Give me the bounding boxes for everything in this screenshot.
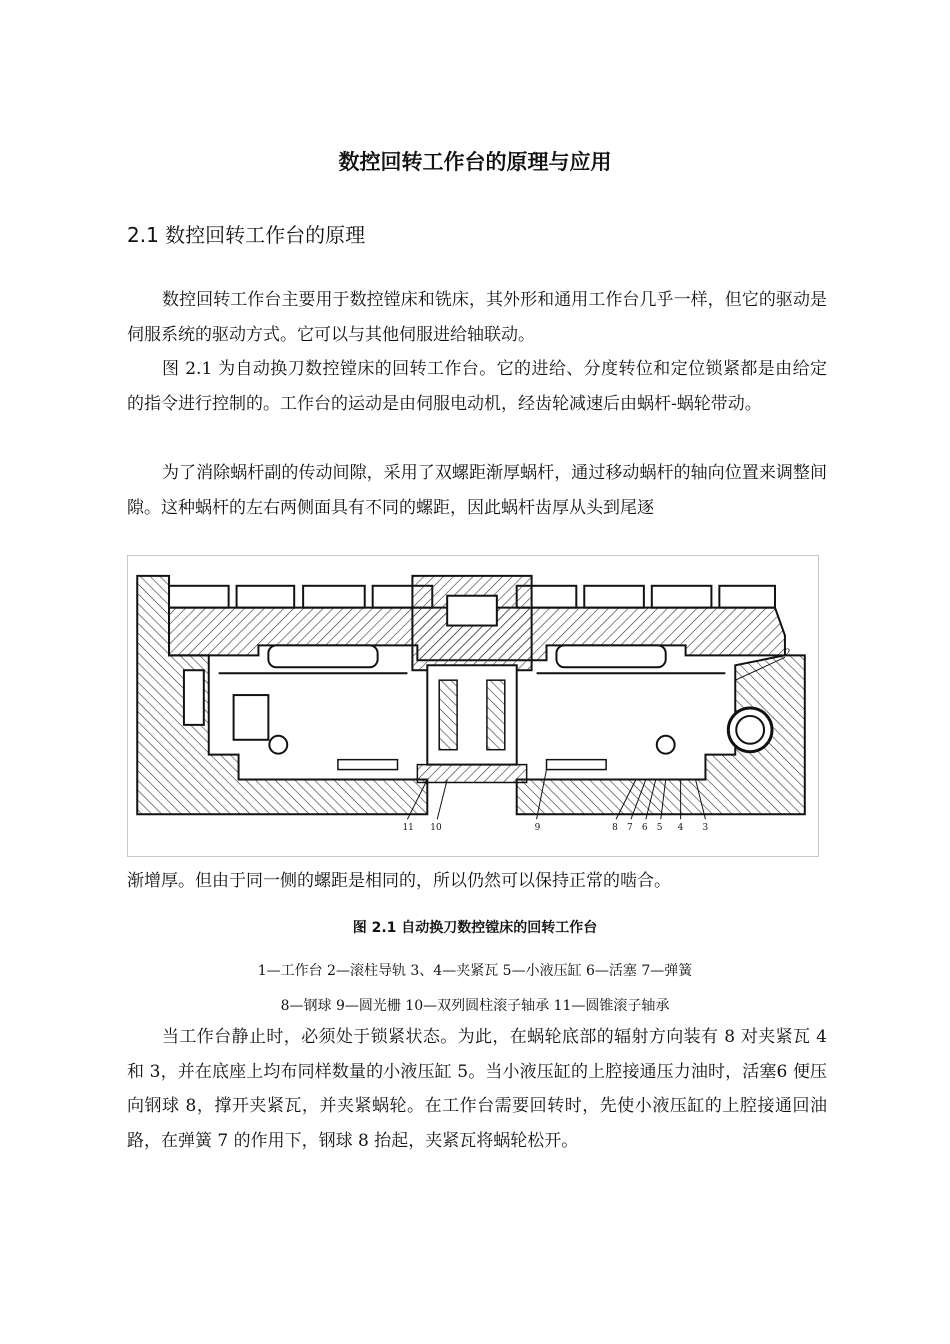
paragraph-4: 当工作台静止时，必须处于锁紧状态。为此，在蜗轮底部的辐射方向装有 8 对夹紧瓦 4 和 3，并在底座上均布同样数量的小液压缸 5。当小液压缸的上腔接通压力油时，活塞6 便压向钢球 8，撑开夹紧瓦，并夹紧蜗轮。在工作台需要回转时，先使小液压缸的上腔接通回油路，在弹簧 7 的作用下，钢球 8 抬起，夹紧瓦将蜗轮松开。 xyxy=(127,1027,827,1151)
callout-9: 9 xyxy=(534,823,541,834)
paragraph-1: 数控回转工作台主要用于数控镗床和铣床，其外形和通用工作台几乎一样，但它的驱动是伺服系统的驱动方式。它可以与其他伺服进给轴联动。 xyxy=(127,290,827,345)
rotary-table-cross-section xyxy=(128,556,818,856)
paragraph-3-continued: 渐增厚。但由于同一侧的螺距是相同的，所以仍然可以保持正常的啮合。 xyxy=(127,871,671,891)
paragraph-2: 图 2.1 为自动换刀数控镗床的回转工作台。它的进给、分度转位和定位锁紧都是由给定的指令进行控制的。工作台的运动是由伺服电动机，经齿轮减速后由蜗杆-蜗轮带动。 xyxy=(127,359,827,414)
callout-6: 6 xyxy=(641,823,648,834)
right-base xyxy=(517,655,805,814)
figure-legend-line-1: 1—工作台 2—滚柱导轨 3、4—夹紧瓦 5—小液压缸 6—活塞 7—弹簧 xyxy=(257,963,693,979)
callout-3: 3 xyxy=(702,823,709,834)
section-heading: 2.1 数控回转工作台的原理 xyxy=(127,223,366,247)
figure-rotary-table-diagram xyxy=(127,555,819,857)
callout-4: 4 xyxy=(677,823,684,834)
callout-2: 2 xyxy=(784,648,791,659)
central-spindle xyxy=(412,576,531,783)
figure-caption: 图 2.1 自动换刀数控镗床的回转工作台 xyxy=(352,920,598,936)
callout-8: 8 xyxy=(612,823,618,834)
callout-10: 10 xyxy=(430,823,442,834)
paragraph-3: 为了消除蜗杆副的传动间隙，采用了双螺距渐厚蜗杆，通过移动蜗杆的轴向位置来调整间隙。这种蜗杆的左右两侧面具有不同的螺距，因此蜗杆齿厚从头到尾逐 xyxy=(127,463,827,518)
callout-11: 11 xyxy=(402,823,414,834)
callout-5: 5 xyxy=(656,823,663,834)
callout-7: 7 xyxy=(626,823,633,834)
figure-legend-line-2: 8—钢球 9—圆光栅 10—双列圆柱滚子轴承 11—圆锥滚子轴承 xyxy=(280,998,670,1014)
page-title: 数控回转工作台的原理与应用 xyxy=(338,150,612,174)
